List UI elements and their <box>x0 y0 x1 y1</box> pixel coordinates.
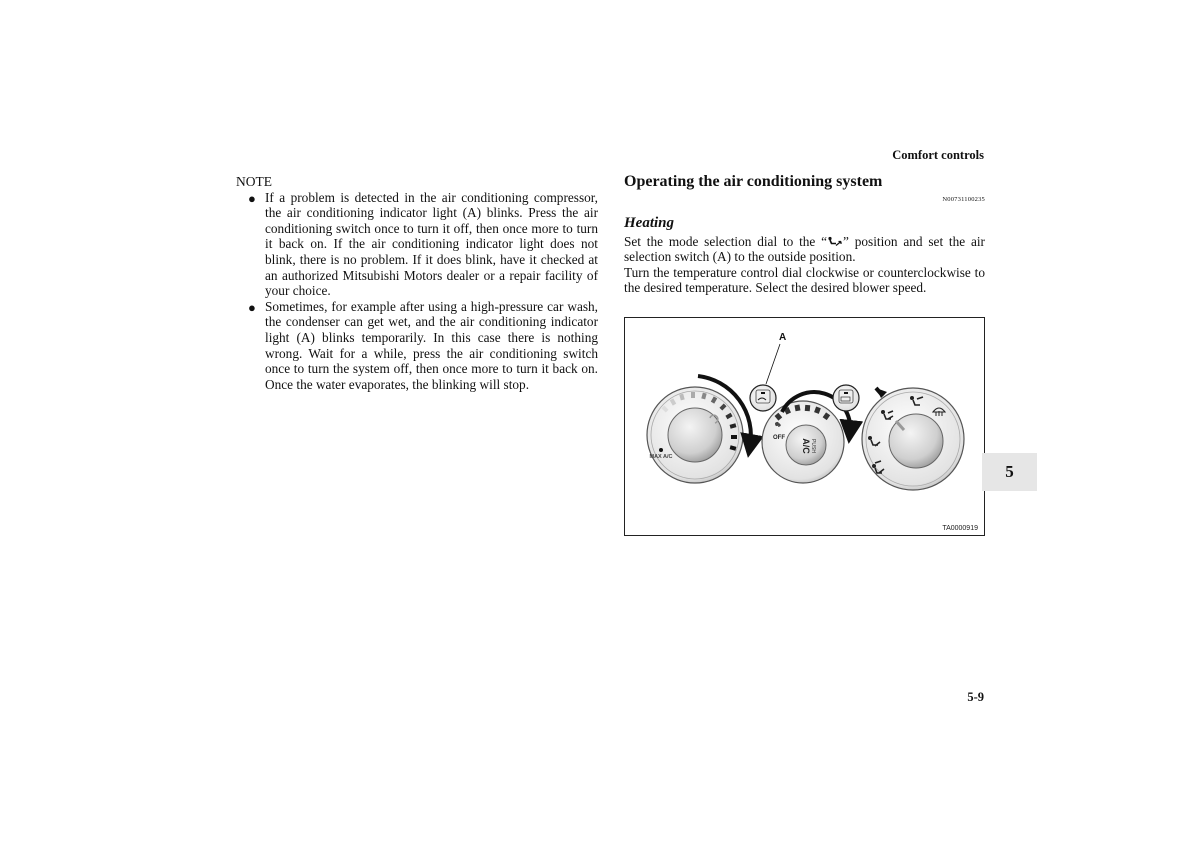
note-item-text: Sometimes, for example after using a high-pressure car wash, the condenser can get wet, and the air conditioning indicator light (A) blinks temporarily. In this case there is nothing wrong. Wait for a while, press the air conditioning switch once to turn the system off, then once more to turn it back on. Once the water evaporates, the blinking will stop. <box>265 298 598 392</box>
ac-label: A/C <box>801 438 811 454</box>
push-label: PUSH <box>810 439 816 453</box>
note-item-text: If a problem is detected in the air conditioning compressor, the air conditioning indicator light (A) blinks. Press the air conditioning switch once to turn it off, then once more to turn it back on. If the air conditioning indicator light does not blink, there is no problem. If it does blink, have it checked at an authorized Mitsubishi Motors dealer or a repair facility of your choice. <box>265 189 598 299</box>
section-code: N00731100235 <box>942 196 985 203</box>
bullet-icon: ● <box>248 190 256 206</box>
heating-paragraph-2: Turn the temperature control dial clockwise or counterclockwise to the desired temperature. Select the desired blower speed. <box>624 264 985 296</box>
temperature-dial[interactable] <box>647 376 751 483</box>
page-number: 5-9 <box>967 690 984 704</box>
note-list <box>236 190 598 393</box>
heating-paragraph-1 <box>624 234 985 265</box>
mode-selection-dial[interactable] <box>862 388 964 490</box>
bullet-icon: ● <box>248 299 256 315</box>
fan-off-label: OFF <box>773 435 785 441</box>
section-column <box>624 172 985 296</box>
section-title: Operating the air conditioning system <box>624 173 883 190</box>
figure-code: TA0000919 <box>942 525 978 532</box>
chapter-tab: 5 <box>982 453 1037 491</box>
para1-before: Set the mode selection dial to the “ <box>624 233 828 249</box>
air-selection-switch[interactable] <box>750 385 776 411</box>
callout-a-label: A <box>779 332 787 343</box>
rear-defroster-switch[interactable] <box>833 385 859 411</box>
climate-control-figure <box>624 317 985 536</box>
para1-after: ” position and set the air selection switch (A) to the outside position. <box>624 233 985 265</box>
section-subtitle: Heating <box>624 214 675 231</box>
note-column <box>236 174 598 392</box>
climate-control-illustration <box>625 318 984 535</box>
header-section-title: Comfort controls <box>892 148 984 162</box>
list-item <box>236 190 598 299</box>
list-item <box>236 299 598 393</box>
max-ac-label: MAX A/C <box>649 454 673 460</box>
note-label: NOTE <box>236 174 272 189</box>
foot-vent-icon <box>827 236 843 247</box>
callout-line <box>766 344 780 384</box>
